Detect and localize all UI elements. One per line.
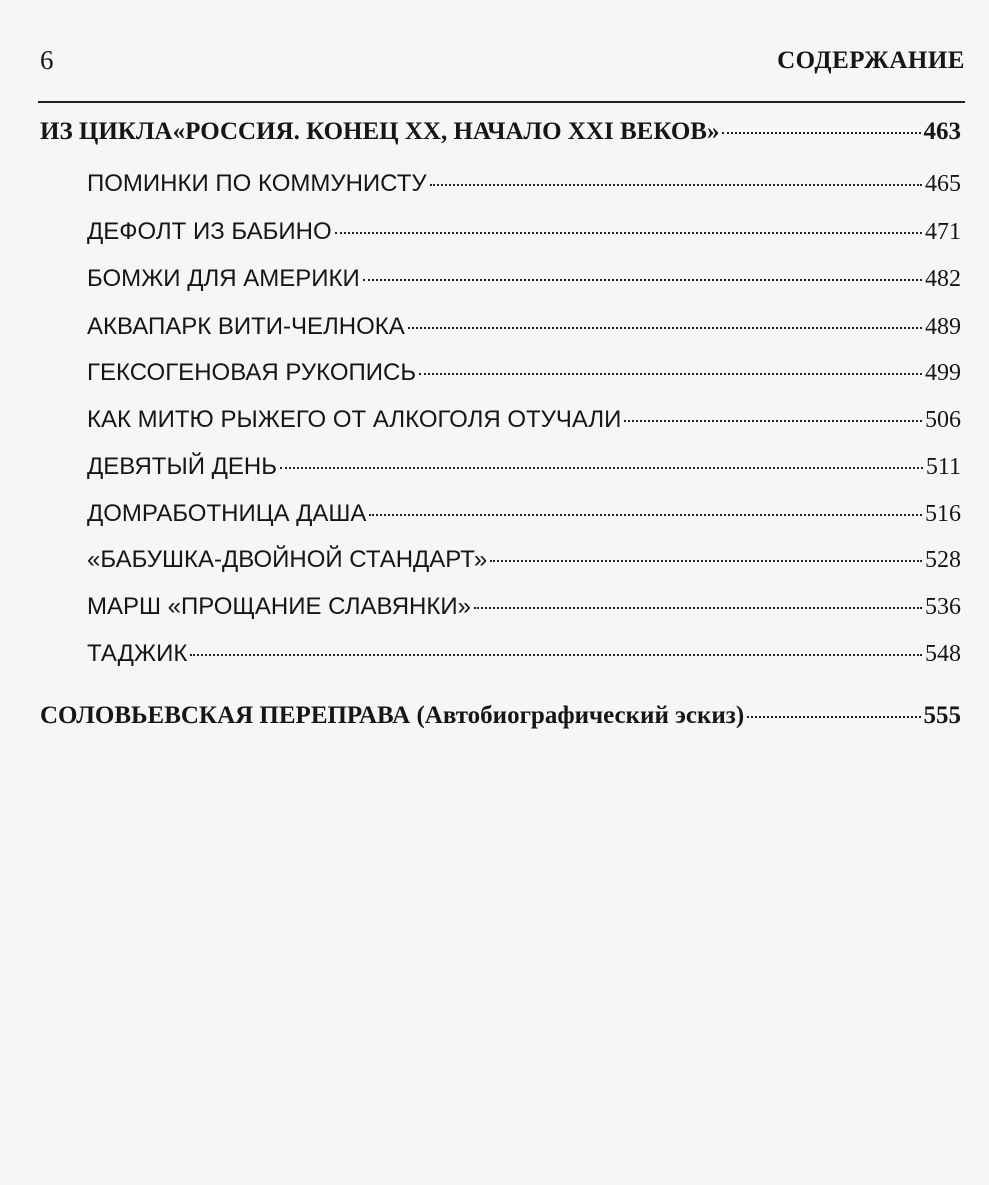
toc-dot-leader: [722, 132, 920, 134]
toc-page-number: 471: [925, 219, 961, 245]
header-rule: [38, 101, 965, 103]
toc-page-number: 499: [925, 360, 961, 386]
toc-entry-title: БОМЖИ ДЛЯ АМЕРИКИ: [87, 265, 360, 292]
toc-page-number: 516: [925, 501, 961, 527]
toc-dot-leader: [747, 716, 920, 718]
toc-entry: [87, 313, 961, 341]
toc-entry: [87, 218, 961, 246]
toc-page-number: 463: [923, 118, 961, 145]
toc-entry-title: ДЕВЯТЫЙ ДЕНЬ: [87, 453, 277, 480]
toc-page-number: 489: [925, 314, 961, 340]
toc-page-number: 465: [925, 171, 961, 197]
toc-page-number: 555: [923, 702, 961, 729]
toc-entry-title: МАРШ «ПРОЩАНИЕ СЛАВЯНКИ»: [87, 593, 471, 620]
toc-page-number: 506: [925, 407, 961, 433]
toc-page-number: 548: [925, 641, 961, 667]
toc-entry: [87, 406, 961, 434]
toc-entry-title: «БАБУШКА-ДВОЙНОЙ СТАНДАРТ»: [87, 546, 488, 573]
toc-dot-leader: [363, 279, 922, 281]
toc-page-number: 511: [925, 454, 961, 480]
toc-entry: [87, 546, 961, 574]
toc-dot-leader: [369, 514, 922, 516]
toc-dot-leader: [490, 560, 922, 562]
toc-dot-leader: [624, 420, 922, 422]
page-number: 6: [40, 45, 54, 75]
toc-entry: [87, 170, 961, 198]
toc-entry-title: ГЕКСОГЕНОВАЯ РУКОПИСЬ: [87, 359, 417, 386]
toc-section-russia: [40, 118, 961, 146]
toc-entry: [87, 359, 961, 387]
toc-entry-title: ПОМИНКИ ПО КОММУНИСТУ: [87, 170, 427, 197]
toc-page-number: 536: [925, 594, 961, 620]
toc-page-number: 528: [925, 547, 961, 573]
toc-entry-title: ТАДЖИК: [87, 640, 188, 667]
toc-entry-title: КАК МИТЮ РЫЖЕГО ОТ АЛКОГОЛЯ ОТУЧАЛИ: [87, 406, 622, 433]
toc-entry-title: ДОМРАБОТНИЦА ДАША: [87, 500, 367, 527]
toc-dot-leader: [419, 373, 922, 375]
toc-section-solovyevskaya: [40, 702, 961, 730]
running-header: СОДЕРЖАНИЕ: [777, 47, 965, 74]
toc-dot-leader: [430, 184, 922, 186]
toc-page-number: 482: [925, 266, 961, 292]
toc-dot-leader: [335, 232, 922, 234]
toc-entry: [87, 265, 961, 293]
toc-entry-title: ДЕФОЛТ ИЗ БАБИНО: [87, 218, 332, 245]
toc-section-title: СОЛОВЬЕВСКАЯ ПЕРЕПРАВА (Автобиографический эскиз): [40, 702, 745, 729]
toc-entry: [87, 640, 961, 668]
toc-entry: [87, 500, 961, 528]
toc-dot-leader: [474, 607, 922, 609]
toc-dot-leader: [280, 467, 923, 469]
toc-entry-title: АКВАПАРК ВИТИ-ЧЕЛНОКА: [87, 313, 405, 340]
toc-entry: [87, 453, 961, 481]
toc-entry: [87, 593, 961, 621]
toc-section-title: ИЗ ЦИКЛА«РОССИЯ. КОНЕЦ XX, НАЧАЛО XXI ВЕКОВ»: [40, 118, 720, 145]
toc-dot-leader: [408, 327, 922, 329]
toc-dot-leader: [190, 654, 922, 656]
